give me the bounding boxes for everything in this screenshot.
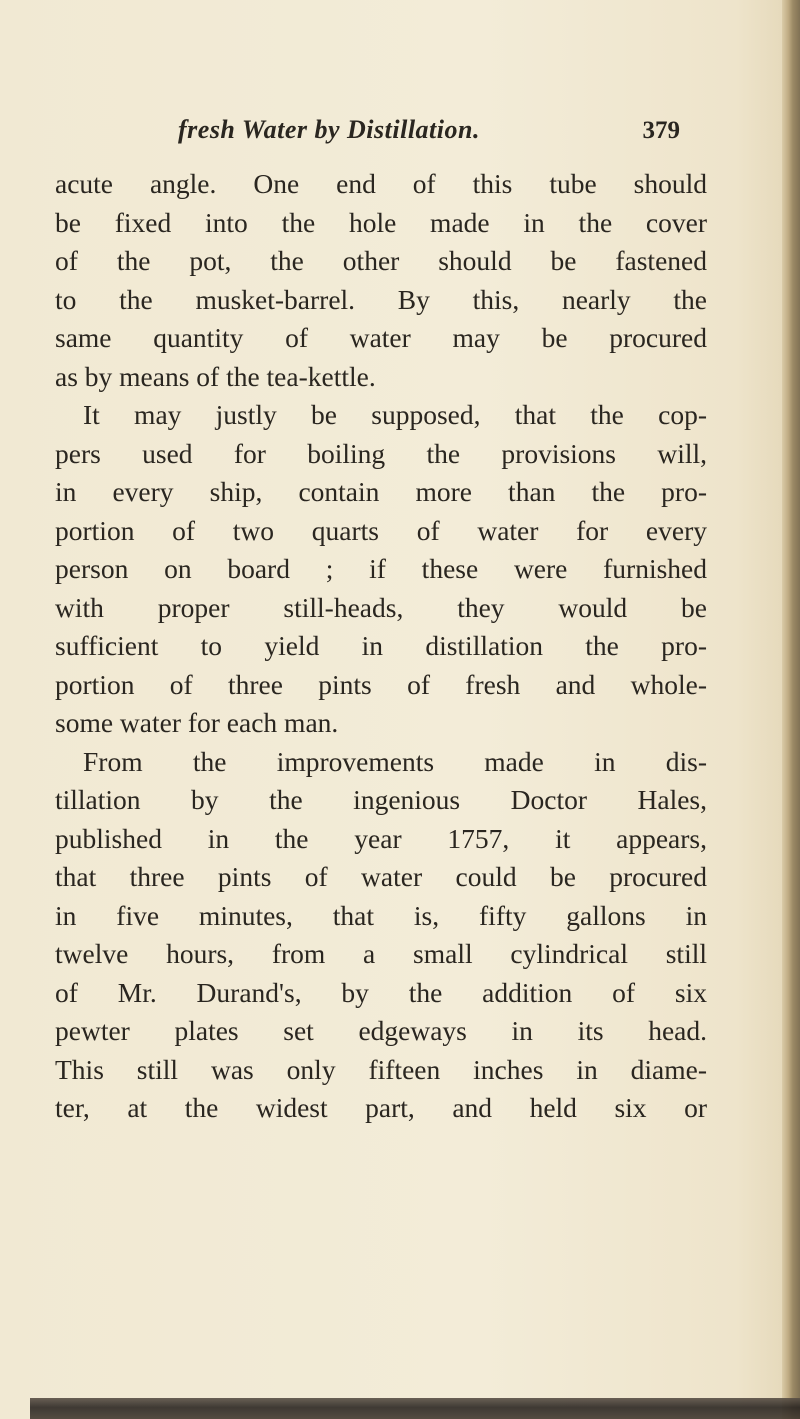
text-line: of the pot, the other should be fastened bbox=[55, 245, 707, 276]
text-line: tillation by the ingenious Doctor Hales, bbox=[55, 784, 707, 815]
text-line: some water for each man. bbox=[55, 707, 339, 738]
text-line: in five minutes, that is, fifty gallons in bbox=[55, 899, 707, 931]
body-text bbox=[55, 165, 707, 1128]
text-line: twelve hours, from a small cylindrical still bbox=[55, 938, 707, 969]
text-line: published in the year 1757, it appears, bbox=[55, 822, 707, 854]
text-line: as by means of the tea-kettle. bbox=[55, 360, 376, 392]
text-line: pewter plates set edgeways in its head. bbox=[55, 1015, 707, 1046]
page-header bbox=[130, 115, 680, 155]
text-line: be fixed into the hole made in the cover bbox=[55, 206, 707, 238]
text-line: pers used for boiling the provisions will, bbox=[55, 437, 707, 469]
text-line: sufficient to yield in distillation the pro- bbox=[55, 630, 707, 661]
text-line: portion of three pints of fresh and whole- bbox=[55, 668, 707, 700]
page-edge-shadow bbox=[782, 0, 800, 1419]
scan-bottom-edge bbox=[30, 1398, 800, 1419]
paragraph-start-line: It may justly be supposed, that the cop- bbox=[83, 399, 707, 430]
text-line: ter, at the widest part, and held six or bbox=[55, 1092, 707, 1123]
text-line: portion of two quarts of water for every bbox=[55, 514, 707, 546]
text-line: in every ship, contain more than the pro- bbox=[55, 476, 707, 507]
text-line: acute angle. One end of this tube should bbox=[55, 168, 707, 199]
text-line: to the musket-barrel. By this, nearly the bbox=[55, 283, 707, 315]
text-line: with proper still-heads, they would be bbox=[55, 591, 707, 623]
text-line: This still was only fifteen inches in diame- bbox=[55, 1053, 707, 1085]
page-number: 379 bbox=[642, 117, 680, 144]
text-line: of Mr. Durand's, by the addition of six bbox=[55, 976, 707, 1008]
paragraph-start-line: From the improvements made in dis- bbox=[83, 745, 707, 777]
text-line: same quantity of water may be procured bbox=[55, 322, 707, 353]
running-title: fresh Water by Distillation. bbox=[178, 115, 480, 144]
text-line: person on board ; if these were furnished bbox=[55, 553, 707, 584]
text-line: that three pints of water could be procured bbox=[55, 861, 707, 892]
